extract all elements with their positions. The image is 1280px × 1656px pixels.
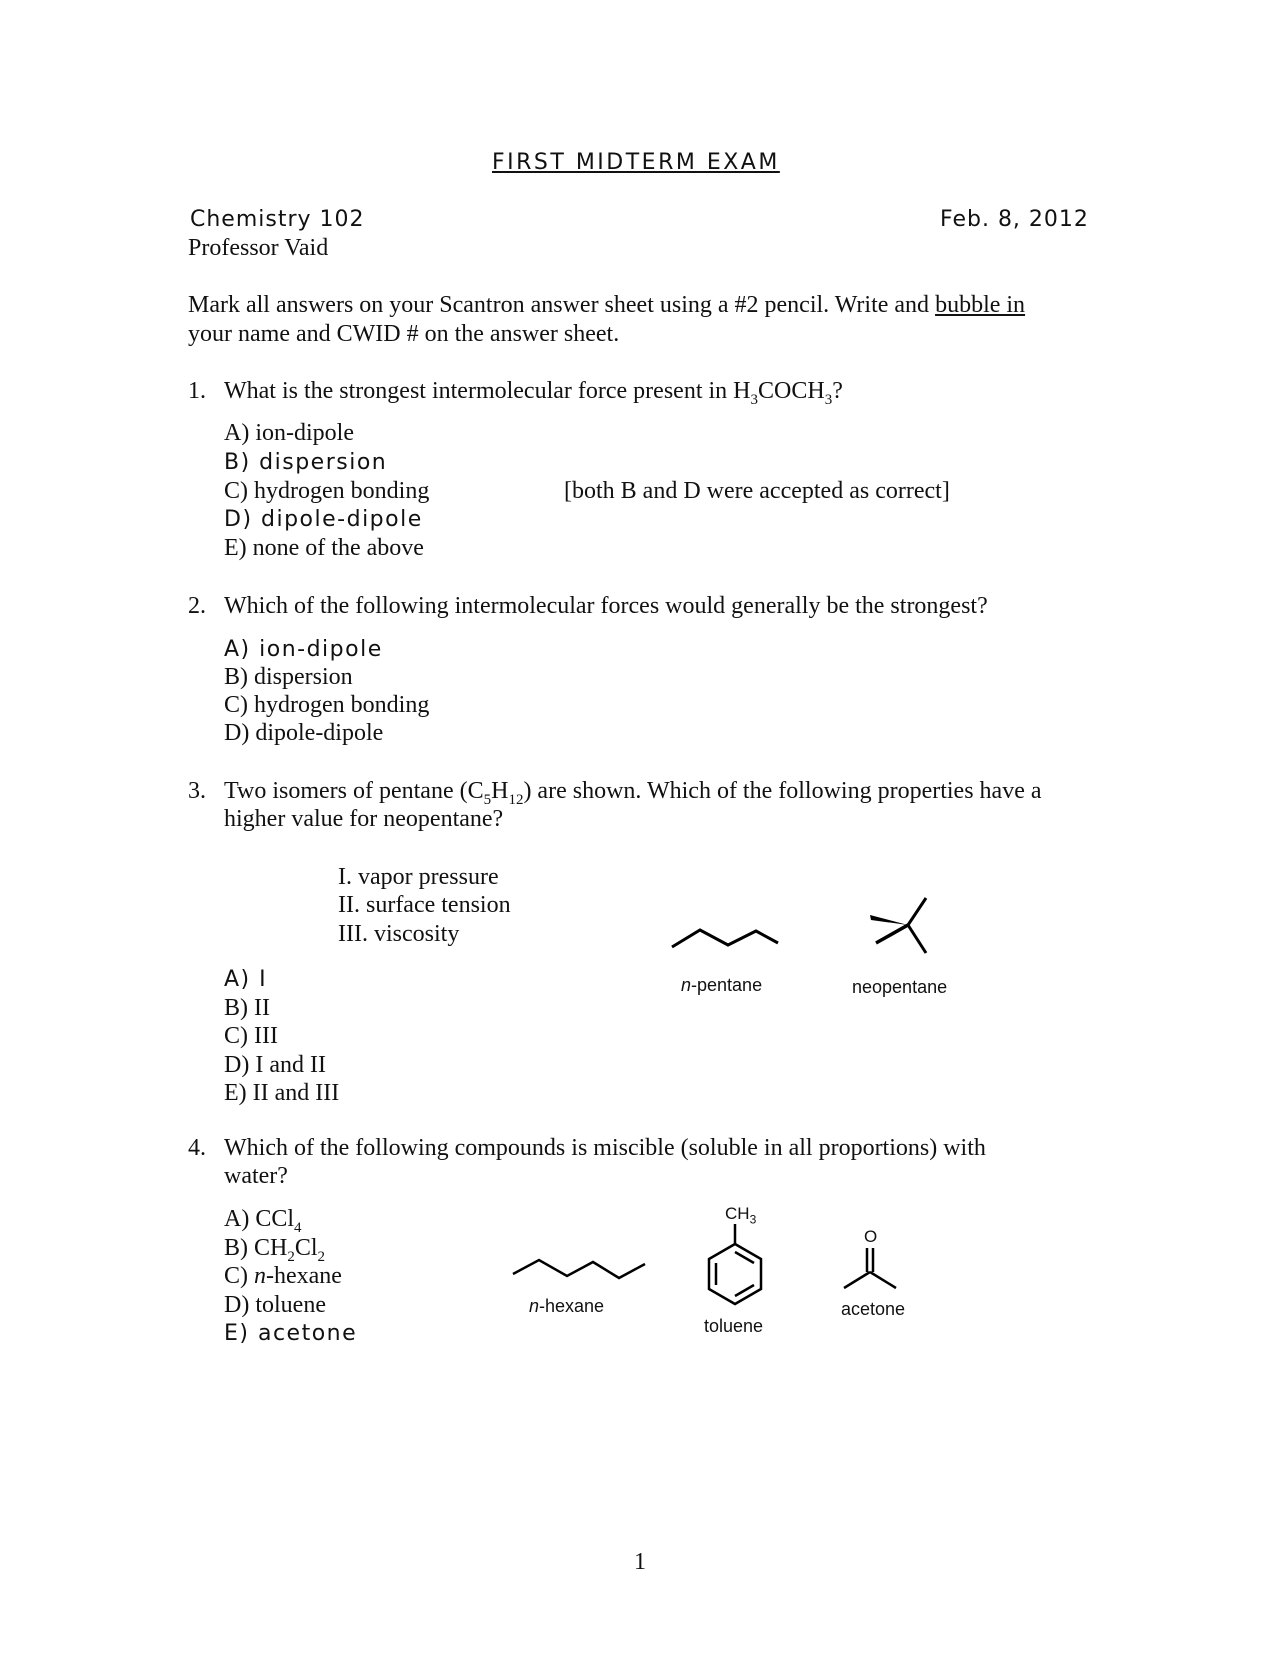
q4-option-c-italic: n [254, 1263, 266, 1289]
q2-number: 2. [188, 593, 206, 619]
q4-option-b-text: B) CH [224, 1235, 288, 1261]
n-hexane-label [529, 1296, 604, 1317]
toluene-ch3-sub: 3 [749, 1212, 757, 1227]
q4-option-e: E) acetone [224, 1321, 358, 1346]
exam-title: FIRST MIDTERM EXAM [492, 150, 780, 175]
n-pentane-structure [670, 925, 780, 955]
q4-option-c-prefix: C) [224, 1263, 254, 1289]
acetone-structure [840, 1244, 910, 1304]
q3-question [224, 778, 1042, 809]
q1-note: [both B and D were accepted as correct] [564, 478, 950, 504]
acetone-oxygen-label: O [864, 1227, 878, 1246]
toluene-ch-text: CH [725, 1204, 750, 1223]
q4-option-b-sub2: 2 [317, 1248, 326, 1265]
page-number: 1 [634, 1549, 646, 1575]
q2-question: Which of the following intermolecular forces would generally be the strongest? [224, 593, 988, 619]
q3-question-line-2: higher value for neopentane? [224, 806, 504, 832]
neopentane-structure [868, 895, 938, 965]
q3-option-c: C) III [224, 1023, 278, 1049]
q3-number: 3. [188, 778, 206, 804]
instructions-line-1 [188, 292, 1025, 319]
q3-option-b: B) II [224, 995, 270, 1021]
q3-option-d: D) I and II [224, 1052, 326, 1078]
q3-text-mid: H [491, 778, 509, 804]
q3-text-before: Two isomers of pentane (C [224, 778, 484, 804]
q2-option-a: A) ion-dipole [224, 637, 383, 662]
q1-text: What is the strongest intermolecular force present in H [224, 378, 751, 404]
q4-option-b-mid: Cl [294, 1235, 318, 1261]
exam-date: Feb. 8, 2012 [940, 207, 1089, 232]
instructions-text: Mark all answers on your Scantron answer sheet using a #2 pencil. Write and [188, 292, 936, 318]
toluene-label: toluene [704, 1316, 764, 1336]
q1-formula-mid: COCH [758, 378, 825, 404]
q3-sub2: 12 [508, 791, 524, 808]
q4-option-a-text: A) CCl [224, 1206, 295, 1232]
q4-option-b-sub1: 2 [287, 1248, 295, 1265]
q4-question-line-2: water? [224, 1163, 288, 1189]
q1-sub1: 3 [750, 391, 758, 408]
q3-option-a: A) I [224, 967, 268, 992]
q3-statement-1: I. vapor pressure [338, 864, 499, 890]
q1-number: 1. [188, 378, 206, 404]
q1-option-a: A) ion-dipole [224, 420, 354, 446]
q1-formula-end: ? [832, 378, 843, 404]
q1-option-b: B) dispersion [224, 450, 388, 475]
q1-option-d: D) dipole-dipole [224, 507, 423, 532]
q4-option-b [224, 1235, 325, 1266]
q4-option-a-sub: 4 [294, 1219, 302, 1236]
q4-number: 4. [188, 1135, 206, 1161]
q4-option-a [224, 1206, 302, 1237]
q1-option-c: C) hydrogen bonding [224, 478, 430, 504]
q4-option-c [224, 1263, 342, 1290]
n-hexane-italic: n [529, 1296, 540, 1316]
q2-option-c: C) hydrogen bonding [224, 692, 430, 718]
neopentane-hash-bond [870, 915, 908, 925]
q3-sub1: 5 [483, 791, 492, 808]
q4-option-d: D) toluene [224, 1292, 326, 1318]
q4-question: Which of the following compounds is miscible (soluble in all proportions) with [224, 1135, 986, 1161]
n-hexane-rest: -hexane [539, 1296, 605, 1316]
q1-sub2: 3 [824, 391, 833, 408]
q3-text-after: ) are shown. Which of the following properties have a [523, 778, 1042, 804]
q3-statement-2: II. surface tension [338, 892, 511, 918]
acetone-label: acetone [841, 1299, 906, 1319]
q2-option-d: D) dipole-dipole [224, 720, 384, 746]
n-hexane-structure [511, 1256, 646, 1286]
q3-option-e: E) II and III [224, 1080, 340, 1106]
n-pentane-label [681, 975, 762, 996]
q4-option-c-rest: -hexane [266, 1263, 342, 1289]
n-pentane-rest: -pentane [691, 975, 763, 995]
instructions-line-2: your name and CWID # on the answer sheet. [188, 321, 620, 347]
course-name: Chemistry 102 [190, 207, 365, 232]
q2-option-b: B) dispersion [224, 664, 353, 690]
neopentane-label: neopentane [852, 977, 948, 997]
toluene-structure [703, 1222, 773, 1312]
q3-statement-3: III. viscosity [338, 921, 460, 947]
professor-name: Professor Vaid [188, 235, 329, 261]
instructions-underlined: bubble in [935, 292, 1026, 318]
n-pentane-italic: n [681, 975, 692, 995]
q1-option-e: E) none of the above [224, 535, 424, 561]
q1-question [224, 378, 843, 409]
